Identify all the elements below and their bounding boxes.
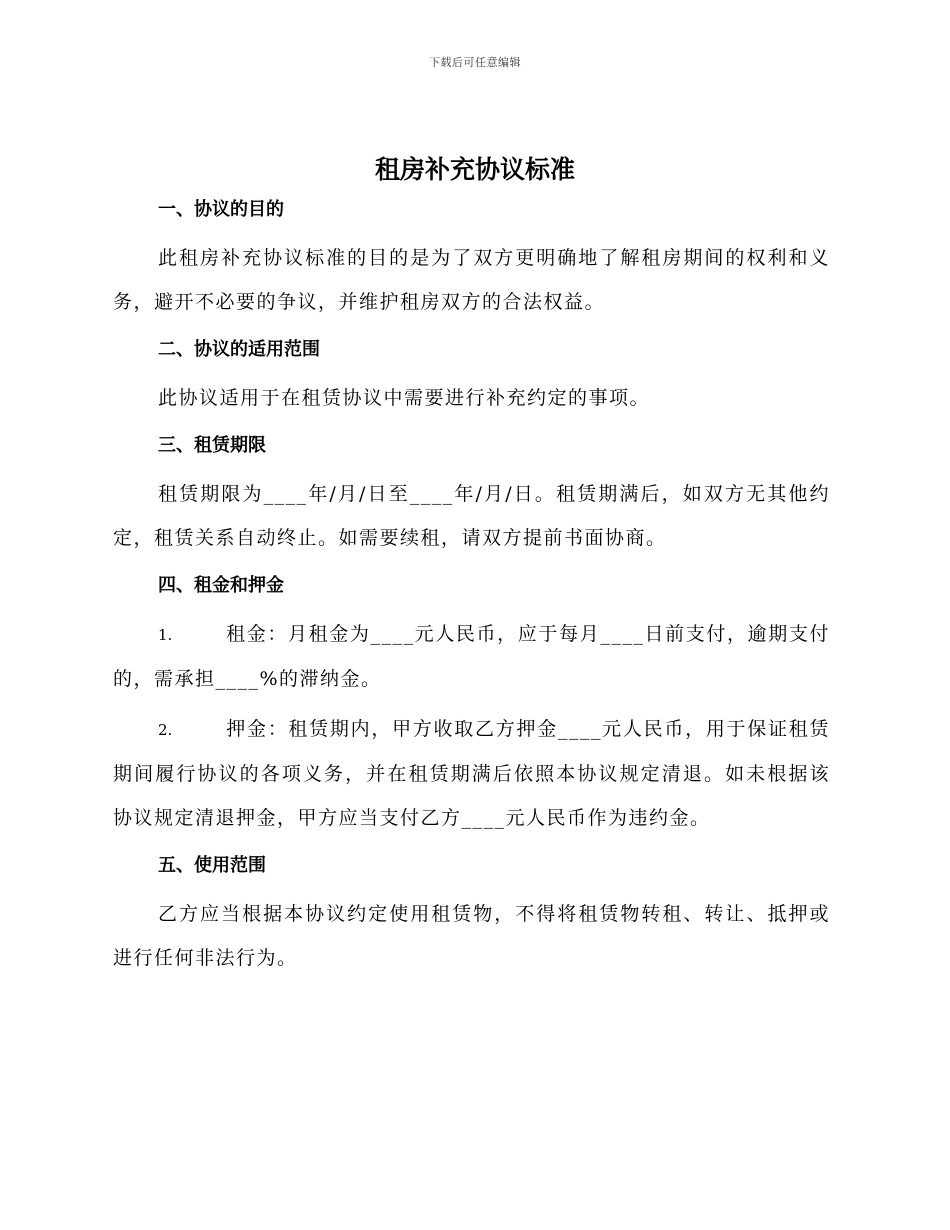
- section-paragraph-scope: 此协议适用于在租赁协议中需要进行补充约定的事项。: [158, 387, 651, 409]
- list-item-number: 1.: [158, 626, 173, 644]
- document-body: [113, 190, 830, 980]
- list-item-text: 押金：租赁期内，甲方收取乙方押金____元人民币，用于保证租赁期间履行协议的各项义务，并在租赁期满后依照本协议规定清退。如未根据该协议规定清退押金，甲方应当支付乙方____元人民币作为违约金。: [113, 718, 830, 829]
- list-item-deposit: [113, 707, 830, 840]
- section-heading-usage: 五、使用范围: [158, 855, 266, 876]
- header-note: 下载后可任意编辑: [429, 56, 521, 69]
- list-item-text: 租金：月租金为____元人民币，应于每月____日前支付，逾期支付的，需承担____%的滞纳金。: [113, 623, 830, 690]
- section-paragraph-usage: 乙方应当根据本协议约定使用租赁物，不得将租赁物转租、转让、抵押或进行任何非法行为。: [113, 903, 830, 969]
- section-heading-lease-term: 三、租赁期限: [158, 435, 266, 456]
- list-item-number: 2.: [158, 721, 173, 739]
- section-heading-scope: 二、协议的适用范围: [158, 339, 320, 360]
- section-heading-purpose: 一、协议的目的: [158, 199, 284, 220]
- list-item-rent: [113, 612, 830, 701]
- section-heading-rent-deposit: 四、租金和押金: [158, 575, 284, 596]
- section-paragraph-purpose: 此租房补充协议标准的目的是为了双方更明确地了解租房期间的权利和义务，避开不必要的争议，并维护租房双方的合法权益。: [113, 247, 830, 313]
- document-title: 租房补充协议标准: [374, 155, 575, 184]
- section-paragraph-lease-term: 租赁期限为____年/月/日至____年/月/日。租赁期满后，如双方无其他约定，租赁关系自动终止。如需要续租，请双方提前书面协商。: [113, 483, 830, 549]
